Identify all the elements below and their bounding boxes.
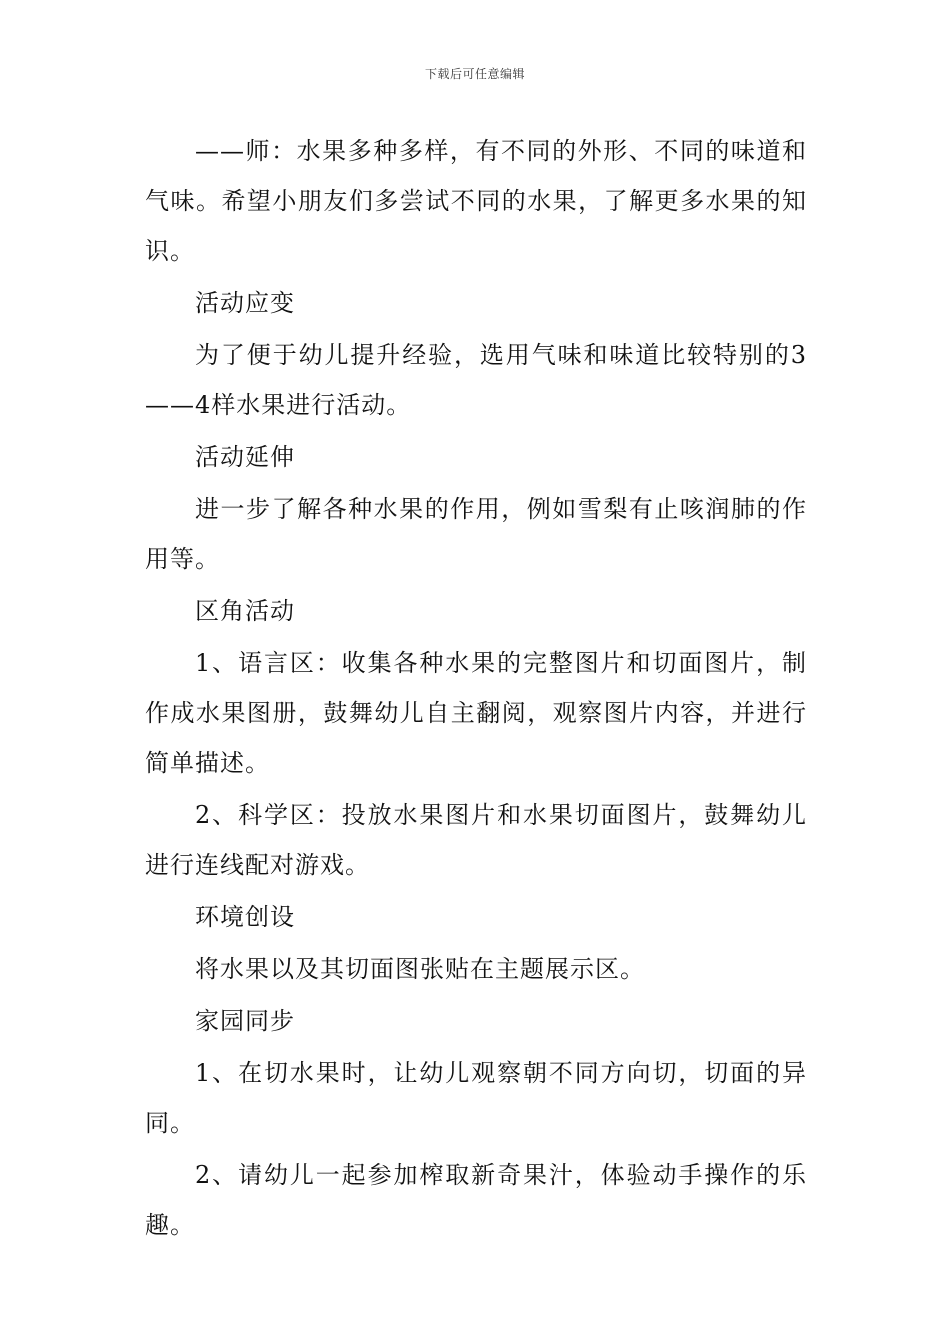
paragraph-adaptation: 为了便于幼儿提升经验，选用气味和味道比较特别的3——4样水果进行活动。 [145,341,807,419]
document-body [145,126,807,1252]
paragraph-teacher-summary: ——师：水果多种多样，有不同的外形、不同的味道和气味。希望小朋友们多尝试不同的水果，了解更多水果的知识。 [145,137,807,265]
paragraph-environment: 将水果以及其切面图张贴在主题展示区。 [195,955,645,983]
paragraph-home-cutting: 1、在切水果时，让幼儿观察朝不同方向切，切面的异同。 [145,1059,807,1137]
paragraph-home-juice: 2、请幼儿一起参加榨取新奇果汁，体验动手操作的乐趣。 [145,1161,807,1239]
page-header: 下载后可任意编辑 [424,67,525,81]
heading-activity-adaptation: 活动应变 [195,289,295,317]
paragraph-language-corner: 1、语言区：收集各种水果的完整图片和切面图片，制作成水果图册，鼓舞幼儿自主翻阅，观察图片内容，并进行简单描述。 [145,649,807,777]
heading-activity-extension: 活动延伸 [195,443,295,471]
paragraph-extension: 进一步了解各种水果的作用，例如雪梨有止咳润肺的作用等。 [145,495,807,573]
heading-corner-activities: 区角活动 [195,597,295,625]
heading-home-school-sync: 家园同步 [195,1007,295,1035]
paragraph-science-corner: 2、科学区：投放水果图片和水果切面图片，鼓舞幼儿进行连线配对游戏。 [145,801,807,879]
heading-environment-setup: 环境创设 [195,903,295,931]
